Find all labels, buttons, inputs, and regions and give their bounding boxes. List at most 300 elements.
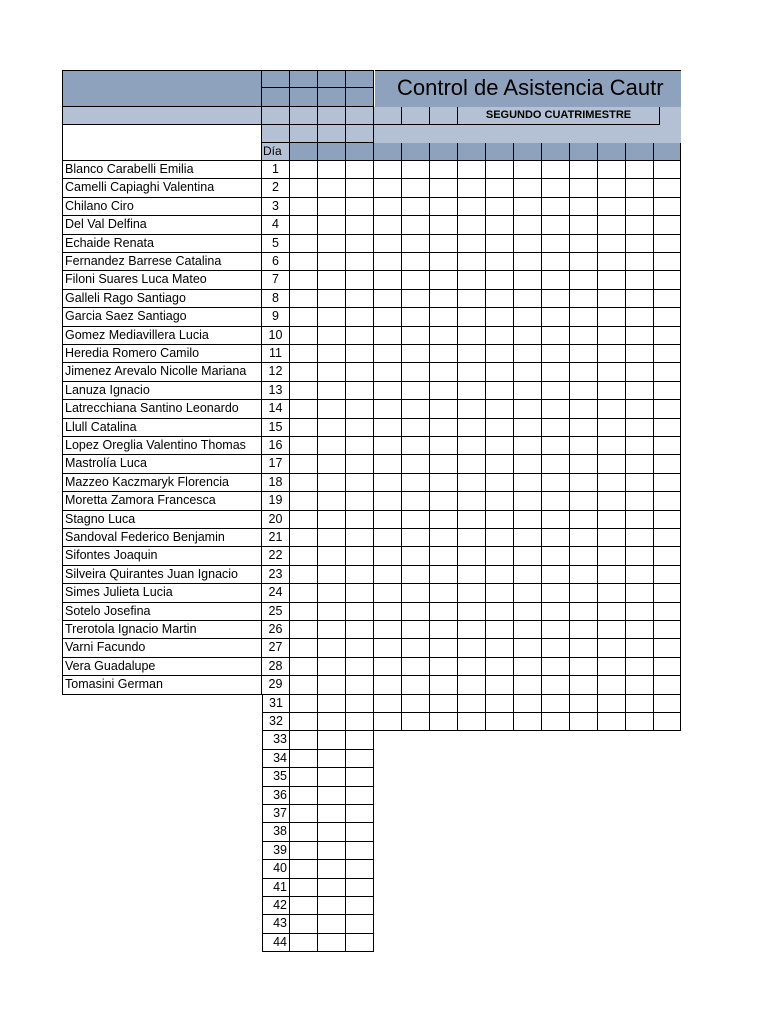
attendance-cell[interactable] (346, 161, 374, 179)
attendance-cell[interactable] (290, 474, 318, 492)
attendance-cell[interactable] (402, 179, 430, 197)
attendance-cell[interactable] (458, 474, 486, 492)
attendance-cell[interactable] (318, 161, 346, 179)
attendance-cell[interactable] (430, 474, 458, 492)
attendance-cell[interactable] (598, 713, 626, 731)
day-header-cell[interactable] (346, 143, 374, 161)
attendance-cell[interactable] (346, 345, 374, 363)
attendance-cell[interactable] (570, 161, 598, 179)
attendance-cell[interactable] (318, 823, 346, 841)
attendance-cell[interactable] (290, 253, 318, 271)
attendance-cell[interactable] (598, 308, 626, 326)
attendance-cell[interactable] (430, 161, 458, 179)
attendance-cell[interactable] (290, 860, 318, 878)
attendance-cell[interactable] (290, 308, 318, 326)
attendance-cell[interactable] (542, 161, 570, 179)
attendance-cell[interactable] (318, 750, 346, 768)
attendance-cell[interactable] (374, 529, 402, 547)
attendance-cell[interactable] (346, 695, 374, 713)
attendance-cell[interactable] (346, 382, 374, 400)
attendance-cell[interactable] (570, 345, 598, 363)
header-cell[interactable] (346, 107, 374, 125)
attendance-cell[interactable] (374, 639, 402, 657)
attendance-cell[interactable] (486, 271, 514, 289)
attendance-cell[interactable] (318, 547, 346, 565)
attendance-cell[interactable] (514, 547, 542, 565)
attendance-cell[interactable] (654, 603, 681, 621)
attendance-cell[interactable] (458, 695, 486, 713)
attendance-cell[interactable] (654, 695, 681, 713)
attendance-cell[interactable] (542, 529, 570, 547)
day-header-cell[interactable] (654, 143, 681, 161)
attendance-cell[interactable] (430, 253, 458, 271)
attendance-cell[interactable] (542, 271, 570, 289)
attendance-cell[interactable] (598, 511, 626, 529)
attendance-cell[interactable] (402, 327, 430, 345)
attendance-cell[interactable] (458, 676, 486, 694)
attendance-cell[interactable] (374, 713, 402, 731)
attendance-cell[interactable] (346, 584, 374, 602)
attendance-cell[interactable] (402, 216, 430, 234)
attendance-cell[interactable] (430, 400, 458, 418)
day-header-cell[interactable] (570, 143, 598, 161)
attendance-cell[interactable] (374, 658, 402, 676)
attendance-cell[interactable] (598, 603, 626, 621)
attendance-cell[interactable] (486, 676, 514, 694)
attendance-cell[interactable] (402, 603, 430, 621)
attendance-cell[interactable] (402, 382, 430, 400)
attendance-cell[interactable] (514, 713, 542, 731)
attendance-cell[interactable] (570, 253, 598, 271)
attendance-cell[interactable] (430, 695, 458, 713)
attendance-cell[interactable] (318, 842, 346, 860)
attendance-cell[interactable] (318, 382, 346, 400)
header-cell[interactable] (318, 107, 346, 125)
attendance-cell[interactable] (458, 253, 486, 271)
attendance-cell[interactable] (486, 547, 514, 565)
day-header-cell[interactable] (542, 143, 570, 161)
attendance-cell[interactable] (458, 713, 486, 731)
attendance-cell[interactable] (374, 547, 402, 565)
attendance-cell[interactable] (318, 179, 346, 197)
attendance-cell[interactable] (318, 860, 346, 878)
attendance-cell[interactable] (514, 216, 542, 234)
header-cell[interactable] (318, 125, 346, 143)
attendance-cell[interactable] (374, 400, 402, 418)
attendance-cell[interactable] (346, 547, 374, 565)
attendance-cell[interactable] (402, 676, 430, 694)
attendance-cell[interactable] (654, 676, 681, 694)
header-cell[interactable] (290, 125, 318, 143)
attendance-cell[interactable] (290, 179, 318, 197)
attendance-cell[interactable] (626, 455, 654, 473)
attendance-cell[interactable] (654, 382, 681, 400)
attendance-cell[interactable] (486, 345, 514, 363)
attendance-cell[interactable] (514, 235, 542, 253)
attendance-cell[interactable] (430, 363, 458, 381)
attendance-cell[interactable] (290, 713, 318, 731)
attendance-cell[interactable] (290, 419, 318, 437)
attendance-cell[interactable] (654, 253, 681, 271)
attendance-cell[interactable] (346, 327, 374, 345)
attendance-cell[interactable] (430, 345, 458, 363)
attendance-cell[interactable] (486, 400, 514, 418)
attendance-cell[interactable] (486, 290, 514, 308)
attendance-cell[interactable] (514, 511, 542, 529)
attendance-cell[interactable] (458, 216, 486, 234)
attendance-cell[interactable] (598, 455, 626, 473)
attendance-cell[interactable] (598, 161, 626, 179)
attendance-cell[interactable] (402, 566, 430, 584)
attendance-cell[interactable] (374, 695, 402, 713)
attendance-cell[interactable] (486, 308, 514, 326)
attendance-cell[interactable] (374, 253, 402, 271)
attendance-cell[interactable] (346, 731, 374, 749)
attendance-cell[interactable] (542, 658, 570, 676)
attendance-cell[interactable] (402, 198, 430, 216)
attendance-cell[interactable] (458, 400, 486, 418)
attendance-cell[interactable] (318, 566, 346, 584)
attendance-cell[interactable] (346, 823, 374, 841)
attendance-cell[interactable] (290, 492, 318, 510)
day-header-cell[interactable] (430, 143, 458, 161)
attendance-cell[interactable] (570, 621, 598, 639)
attendance-cell[interactable] (654, 363, 681, 381)
attendance-cell[interactable] (402, 235, 430, 253)
attendance-cell[interactable] (374, 345, 402, 363)
attendance-cell[interactable] (654, 161, 681, 179)
attendance-cell[interactable] (430, 621, 458, 639)
header-cell[interactable] (290, 107, 318, 125)
attendance-cell[interactable] (486, 419, 514, 437)
attendance-cell[interactable] (430, 529, 458, 547)
attendance-cell[interactable] (402, 511, 430, 529)
attendance-cell[interactable] (346, 308, 374, 326)
attendance-cell[interactable] (374, 511, 402, 529)
attendance-cell[interactable] (542, 695, 570, 713)
attendance-cell[interactable] (346, 474, 374, 492)
attendance-cell[interactable] (542, 235, 570, 253)
attendance-cell[interactable] (458, 455, 486, 473)
attendance-cell[interactable] (570, 511, 598, 529)
attendance-cell[interactable] (346, 621, 374, 639)
day-header-cell[interactable] (290, 143, 318, 161)
attendance-cell[interactable] (598, 584, 626, 602)
attendance-cell[interactable] (318, 658, 346, 676)
attendance-cell[interactable] (570, 639, 598, 657)
attendance-cell[interactable] (626, 271, 654, 289)
attendance-cell[interactable] (486, 198, 514, 216)
attendance-cell[interactable] (654, 308, 681, 326)
attendance-cell[interactable] (290, 787, 318, 805)
header-cell[interactable] (402, 107, 430, 125)
attendance-cell[interactable] (430, 419, 458, 437)
attendance-cell[interactable] (598, 529, 626, 547)
attendance-cell[interactable] (598, 235, 626, 253)
attendance-cell[interactable] (346, 787, 374, 805)
attendance-cell[interactable] (318, 879, 346, 897)
attendance-cell[interactable] (374, 584, 402, 602)
attendance-cell[interactable] (514, 308, 542, 326)
attendance-cell[interactable] (458, 290, 486, 308)
attendance-cell[interactable] (290, 235, 318, 253)
attendance-cell[interactable] (626, 492, 654, 510)
attendance-cell[interactable] (570, 713, 598, 731)
attendance-cell[interactable] (430, 676, 458, 694)
attendance-cell[interactable] (290, 437, 318, 455)
header-cell[interactable] (318, 88, 346, 107)
attendance-cell[interactable] (318, 271, 346, 289)
header-name-cell[interactable] (62, 125, 262, 161)
attendance-cell[interactable] (346, 915, 374, 933)
attendance-cell[interactable] (598, 419, 626, 437)
attendance-cell[interactable] (402, 290, 430, 308)
attendance-cell[interactable] (402, 271, 430, 289)
attendance-cell[interactable] (626, 529, 654, 547)
attendance-cell[interactable] (402, 253, 430, 271)
attendance-cell[interactable] (346, 290, 374, 308)
attendance-cell[interactable] (514, 676, 542, 694)
attendance-cell[interactable] (654, 327, 681, 345)
attendance-cell[interactable] (654, 198, 681, 216)
attendance-cell[interactable] (318, 327, 346, 345)
attendance-cell[interactable] (458, 308, 486, 326)
attendance-cell[interactable] (654, 419, 681, 437)
attendance-cell[interactable] (458, 621, 486, 639)
attendance-cell[interactable] (654, 216, 681, 234)
attendance-cell[interactable] (290, 915, 318, 933)
attendance-cell[interactable] (318, 603, 346, 621)
attendance-cell[interactable] (402, 658, 430, 676)
attendance-cell[interactable] (318, 621, 346, 639)
attendance-cell[interactable] (374, 676, 402, 694)
attendance-cell[interactable] (626, 161, 654, 179)
attendance-cell[interactable] (290, 198, 318, 216)
attendance-cell[interactable] (514, 290, 542, 308)
attendance-cell[interactable] (346, 842, 374, 860)
header-cell[interactable] (430, 107, 458, 125)
attendance-cell[interactable] (626, 658, 654, 676)
attendance-cell[interactable] (346, 419, 374, 437)
header-cell[interactable] (290, 88, 318, 107)
attendance-cell[interactable] (318, 695, 346, 713)
attendance-cell[interactable] (654, 271, 681, 289)
attendance-cell[interactable] (402, 474, 430, 492)
attendance-cell[interactable] (346, 805, 374, 823)
header-cell[interactable] (262, 107, 290, 125)
attendance-cell[interactable] (458, 603, 486, 621)
attendance-cell[interactable] (290, 363, 318, 381)
attendance-cell[interactable] (318, 419, 346, 437)
attendance-cell[interactable] (598, 290, 626, 308)
day-header-cell[interactable] (514, 143, 542, 161)
attendance-cell[interactable] (598, 327, 626, 345)
attendance-cell[interactable] (430, 198, 458, 216)
attendance-cell[interactable] (626, 547, 654, 565)
attendance-cell[interactable] (486, 437, 514, 455)
attendance-cell[interactable] (626, 253, 654, 271)
header-name-cell[interactable] (62, 70, 262, 107)
attendance-cell[interactable] (374, 566, 402, 584)
attendance-cell[interactable] (486, 713, 514, 731)
attendance-cell[interactable] (626, 290, 654, 308)
attendance-cell[interactable] (486, 566, 514, 584)
attendance-cell[interactable] (318, 934, 346, 952)
header-cell[interactable] (346, 125, 374, 143)
attendance-cell[interactable] (654, 511, 681, 529)
attendance-cell[interactable] (430, 547, 458, 565)
attendance-cell[interactable] (626, 179, 654, 197)
attendance-cell[interactable] (346, 860, 374, 878)
attendance-cell[interactable] (374, 419, 402, 437)
attendance-cell[interactable] (374, 603, 402, 621)
attendance-cell[interactable] (654, 584, 681, 602)
attendance-cell[interactable] (598, 198, 626, 216)
attendance-cell[interactable] (486, 474, 514, 492)
attendance-cell[interactable] (290, 731, 318, 749)
attendance-cell[interactable] (486, 603, 514, 621)
attendance-cell[interactable] (458, 419, 486, 437)
attendance-cell[interactable] (290, 658, 318, 676)
attendance-cell[interactable] (346, 492, 374, 510)
attendance-cell[interactable] (514, 639, 542, 657)
attendance-cell[interactable] (654, 437, 681, 455)
attendance-cell[interactable] (318, 455, 346, 473)
attendance-cell[interactable] (598, 474, 626, 492)
attendance-cell[interactable] (374, 290, 402, 308)
attendance-cell[interactable] (542, 713, 570, 731)
attendance-cell[interactable] (290, 750, 318, 768)
attendance-cell[interactable] (346, 455, 374, 473)
attendance-cell[interactable] (598, 639, 626, 657)
attendance-cell[interactable] (514, 161, 542, 179)
attendance-cell[interactable] (486, 529, 514, 547)
attendance-cell[interactable] (570, 419, 598, 437)
attendance-cell[interactable] (430, 511, 458, 529)
attendance-cell[interactable] (570, 603, 598, 621)
attendance-cell[interactable] (318, 511, 346, 529)
attendance-cell[interactable] (346, 271, 374, 289)
attendance-cell[interactable] (626, 511, 654, 529)
attendance-cell[interactable] (290, 805, 318, 823)
attendance-cell[interactable] (374, 437, 402, 455)
attendance-cell[interactable] (514, 437, 542, 455)
attendance-cell[interactable] (290, 639, 318, 657)
attendance-cell[interactable] (598, 547, 626, 565)
attendance-cell[interactable] (626, 345, 654, 363)
attendance-cell[interactable] (598, 382, 626, 400)
attendance-cell[interactable] (598, 658, 626, 676)
attendance-cell[interactable] (318, 805, 346, 823)
attendance-cell[interactable] (290, 455, 318, 473)
attendance-cell[interactable] (458, 492, 486, 510)
attendance-cell[interactable] (430, 216, 458, 234)
attendance-cell[interactable] (654, 345, 681, 363)
attendance-cell[interactable] (290, 584, 318, 602)
attendance-cell[interactable] (654, 547, 681, 565)
attendance-cell[interactable] (570, 308, 598, 326)
attendance-cell[interactable] (346, 639, 374, 657)
attendance-cell[interactable] (346, 934, 374, 952)
attendance-cell[interactable] (570, 474, 598, 492)
attendance-cell[interactable] (318, 474, 346, 492)
attendance-cell[interactable] (514, 695, 542, 713)
attendance-cell[interactable] (514, 419, 542, 437)
attendance-cell[interactable] (318, 897, 346, 915)
attendance-cell[interactable] (542, 400, 570, 418)
attendance-cell[interactable] (374, 271, 402, 289)
attendance-cell[interactable] (402, 492, 430, 510)
attendance-cell[interactable] (458, 327, 486, 345)
header-cell[interactable] (346, 70, 374, 88)
attendance-cell[interactable] (346, 897, 374, 915)
attendance-cell[interactable] (318, 198, 346, 216)
attendance-cell[interactable] (458, 198, 486, 216)
attendance-cell[interactable] (290, 511, 318, 529)
attendance-cell[interactable] (570, 658, 598, 676)
attendance-cell[interactable] (458, 584, 486, 602)
attendance-cell[interactable] (654, 639, 681, 657)
attendance-cell[interactable] (374, 492, 402, 510)
attendance-cell[interactable] (514, 455, 542, 473)
attendance-cell[interactable] (346, 713, 374, 731)
attendance-cell[interactable] (542, 308, 570, 326)
attendance-cell[interactable] (570, 179, 598, 197)
attendance-cell[interactable] (598, 437, 626, 455)
attendance-cell[interactable] (626, 308, 654, 326)
attendance-cell[interactable] (402, 713, 430, 731)
attendance-cell[interactable] (318, 216, 346, 234)
attendance-cell[interactable] (542, 327, 570, 345)
attendance-cell[interactable] (486, 658, 514, 676)
attendance-cell[interactable] (346, 511, 374, 529)
attendance-cell[interactable] (626, 419, 654, 437)
attendance-cell[interactable] (346, 658, 374, 676)
attendance-cell[interactable] (598, 621, 626, 639)
attendance-cell[interactable] (486, 327, 514, 345)
attendance-cell[interactable] (514, 382, 542, 400)
attendance-cell[interactable] (626, 566, 654, 584)
attendance-cell[interactable] (346, 750, 374, 768)
attendance-cell[interactable] (458, 345, 486, 363)
attendance-cell[interactable] (598, 345, 626, 363)
attendance-cell[interactable] (514, 621, 542, 639)
attendance-cell[interactable] (486, 382, 514, 400)
attendance-cell[interactable] (570, 492, 598, 510)
attendance-cell[interactable] (598, 400, 626, 418)
attendance-cell[interactable] (570, 547, 598, 565)
attendance-cell[interactable] (346, 198, 374, 216)
attendance-cell[interactable] (570, 198, 598, 216)
attendance-cell[interactable] (542, 198, 570, 216)
attendance-cell[interactable] (290, 327, 318, 345)
attendance-cell[interactable] (654, 235, 681, 253)
attendance-cell[interactable] (346, 400, 374, 418)
day-header-cell[interactable] (374, 143, 402, 161)
attendance-cell[interactable] (654, 658, 681, 676)
attendance-cell[interactable] (458, 437, 486, 455)
attendance-cell[interactable] (290, 290, 318, 308)
attendance-cell[interactable] (654, 566, 681, 584)
attendance-cell[interactable] (626, 621, 654, 639)
attendance-cell[interactable] (458, 179, 486, 197)
attendance-cell[interactable] (514, 603, 542, 621)
attendance-cell[interactable] (430, 437, 458, 455)
attendance-cell[interactable] (598, 492, 626, 510)
attendance-cell[interactable] (654, 713, 681, 731)
header-cell[interactable] (374, 107, 402, 125)
attendance-cell[interactable] (626, 327, 654, 345)
